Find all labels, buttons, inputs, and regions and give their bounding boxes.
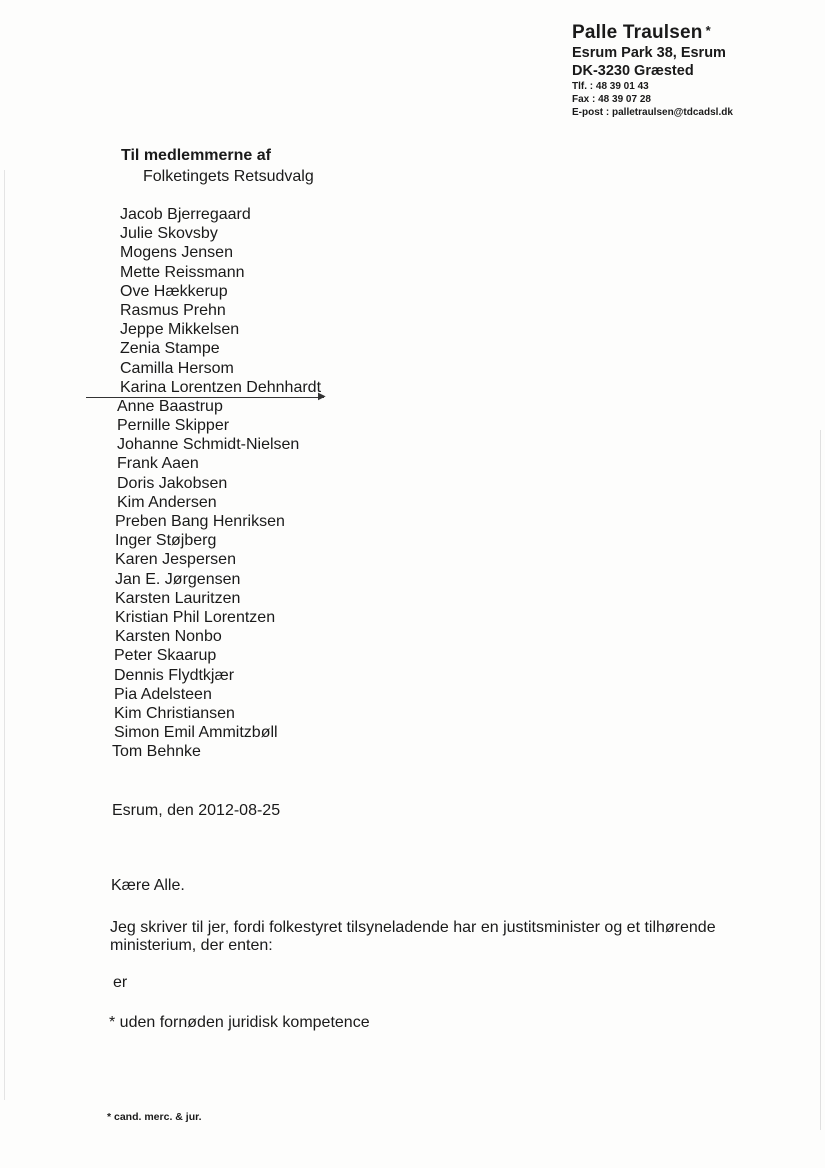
member-list <box>112 205 322 761</box>
list-item: Johanne Schmidt-Nielsen <box>117 436 300 454</box>
list-item: Mogens Jensen <box>120 244 233 262</box>
body-word-er: er <box>113 974 128 991</box>
sender-street: Esrum Park 38, Esrum <box>572 45 726 61</box>
list-item: Jan E. Jørgensen <box>115 570 241 588</box>
list-item: Kim Andersen <box>117 493 217 511</box>
sender-city: DK-3230 Græsted <box>572 63 694 79</box>
sender-fax: Fax : 48 39 07 28 <box>572 94 651 105</box>
list-item: Karen Jespersen <box>115 551 236 569</box>
list-item: Ove Hækkerup <box>120 282 228 300</box>
bullet-item: * uden fornøden juridisk kompetence <box>109 1014 370 1031</box>
sender-name: Palle Traulsen <box>572 22 703 43</box>
date-line: Esrum, den 2012-08-25 <box>112 802 281 819</box>
recipient-heading: Til medlemmerne af <box>121 147 271 164</box>
sender-email: E-post : palletraulsen@tdcadsl.dk <box>572 107 733 118</box>
scan-edge-right <box>820 430 821 1130</box>
body-paragraph: Jeg skriver til jer, fordi folkestyret tilsyneladende har en justitsminister og et tilhørende ministerium, der enten: <box>110 919 716 954</box>
list-item: Karsten Nonbo <box>115 628 222 646</box>
list-item: Jeppe Mikkelsen <box>120 321 240 339</box>
footnote: * cand. merc. & jur. <box>107 1111 202 1123</box>
list-item: Mette Reissmann <box>120 263 245 281</box>
list-item: Karina Lorentzen Dehnhardt <box>120 378 322 396</box>
list-item: Pia Adelsteen <box>114 685 212 703</box>
list-item: Frank Aaen <box>117 455 199 473</box>
underline-arrow-icon: ▶ <box>318 391 326 402</box>
list-item: Camilla Hersom <box>120 359 234 377</box>
sender-phone: Tlf. : 48 39 01 43 <box>572 81 649 92</box>
list-item: Zenia Stampe <box>120 340 220 358</box>
list-item: Inger Støjberg <box>115 532 217 550</box>
sender-name-line <box>572 22 733 44</box>
list-item: Tom Behnke <box>112 743 201 761</box>
list-item: Jacob Bjerregaard <box>120 206 251 223</box>
recipient-committee: Folketingets Retsudvalg <box>143 168 314 185</box>
list-item: Anne Baastrup <box>117 397 223 415</box>
list-item: Karsten Lauritzen <box>115 589 241 607</box>
list-item: Pernille Skipper <box>117 417 230 435</box>
list-item: Kim Christiansen <box>114 704 235 722</box>
greeting: Kære Alle. <box>111 877 185 894</box>
list-item: Simon Emil Ammitzbøll <box>114 724 278 742</box>
sender-block <box>572 22 733 119</box>
list-item: Doris Jakobsen <box>117 474 228 492</box>
scan-edge-left <box>4 170 5 1100</box>
list-item: Peter Skaarup <box>114 647 217 665</box>
list-item: Kristian Phil Lorentzen <box>115 608 276 626</box>
sender-name-mark: * <box>705 23 711 38</box>
handwritten-underline <box>86 397 324 398</box>
list-item: Rasmus Prehn <box>120 301 226 319</box>
list-item: Julie Skovsby <box>120 225 218 243</box>
list-item: Dennis Flydtkjær <box>114 666 235 684</box>
list-item: Preben Bang Henriksen <box>115 513 285 530</box>
